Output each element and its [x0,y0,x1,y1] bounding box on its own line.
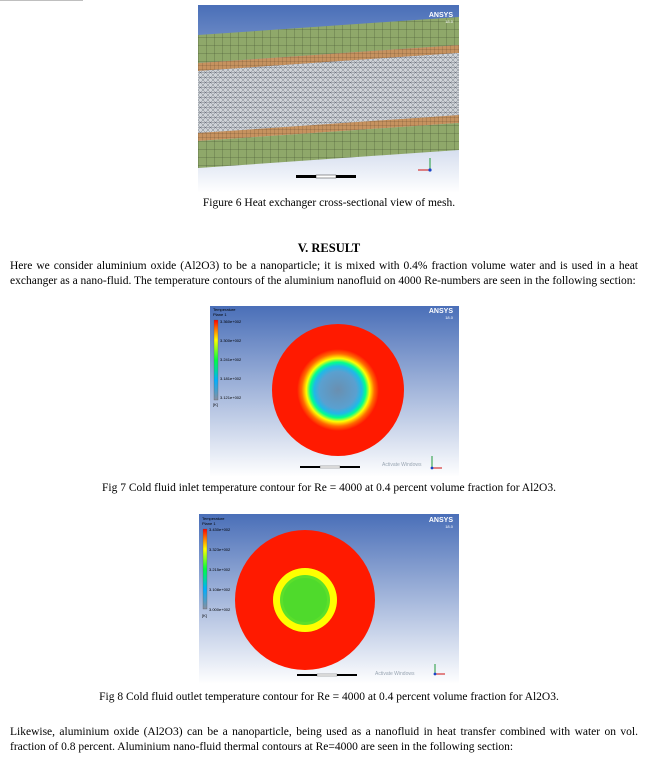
legend-value-5: 3.121e+002 [220,395,242,400]
legend-value-3: 3.215e+002 [209,567,231,572]
ansys-logo: ANSYS 18.0 [428,12,453,24]
figure-7-caption: Fig 7 Cold fluid inlet temperature contour for Re = 4000 at 0.4 percent volume fraction for Al2O3. [102,482,556,494]
watermark: Activate Windows [382,462,422,468]
legend-title: Temperature Plane 1 [213,307,236,317]
mesh-image [198,5,459,193]
legend-unit: [K] [213,402,218,407]
figure-6-caption: Figure 6 Heat exchanger cross-sectional view of mesh. [202,197,456,209]
legend-value-3: 3.241e+002 [220,357,242,362]
legend-value-4: 3.181e+002 [220,376,242,381]
legend-value-2: 3.300e+002 [220,338,242,343]
outlet-contour-image [199,514,459,684]
figure-6-mesh [198,5,459,193]
legend-title: Temperature Plane 1 [202,516,225,526]
legend-value-2: 3.323e+002 [209,547,231,552]
scale-bar [296,175,356,178]
figure-8-contour [199,514,459,684]
watermark: Activate Windows [375,671,415,677]
ansys-logo: ANSYS 18.0 [428,517,453,529]
scale-bar [297,674,357,676]
scale-bar [300,466,360,468]
legend-value-1: 3.360e+002 [220,319,242,324]
paragraph-2: Likewise, aluminium oxide (Al2O3) can be a nanoparticle, being used as a nanofluid in heat transfer combined with water on vol. fraction of 0.8 percent. Aluminium nano-fluid thermal contours at Re=4000 are seen in the following section: [10,726,638,753]
inlet-contour-image [210,306,459,477]
ansys-logo: ANSYS 18.0 [428,308,453,320]
legend-value-4: 3.108e+002 [209,587,231,592]
top-rule [0,0,83,1]
paragraph-1: Here we consider aluminium oxide (Al2O3) to be a nanoparticle; it is mixed with 0.4% fraction volume water and is used in a heat exchanger as a nano-fluid. The temperature contours of the aluminium nanofluid on 4000 Re-numbers are seen in the following section: [10,260,638,287]
figure-7-contour [210,306,459,477]
legend-unit: [K] [202,613,207,618]
section-heading: V. RESULT [297,241,361,255]
legend-value-5: 3.000e+002 [209,607,231,612]
legend-value-1: 3.430e+002 [209,527,231,532]
figure-8-caption: Fig 8 Cold fluid outlet temperature contour for Re = 4000 at 0.4 percent volume fraction for Al2O3. [99,691,559,703]
